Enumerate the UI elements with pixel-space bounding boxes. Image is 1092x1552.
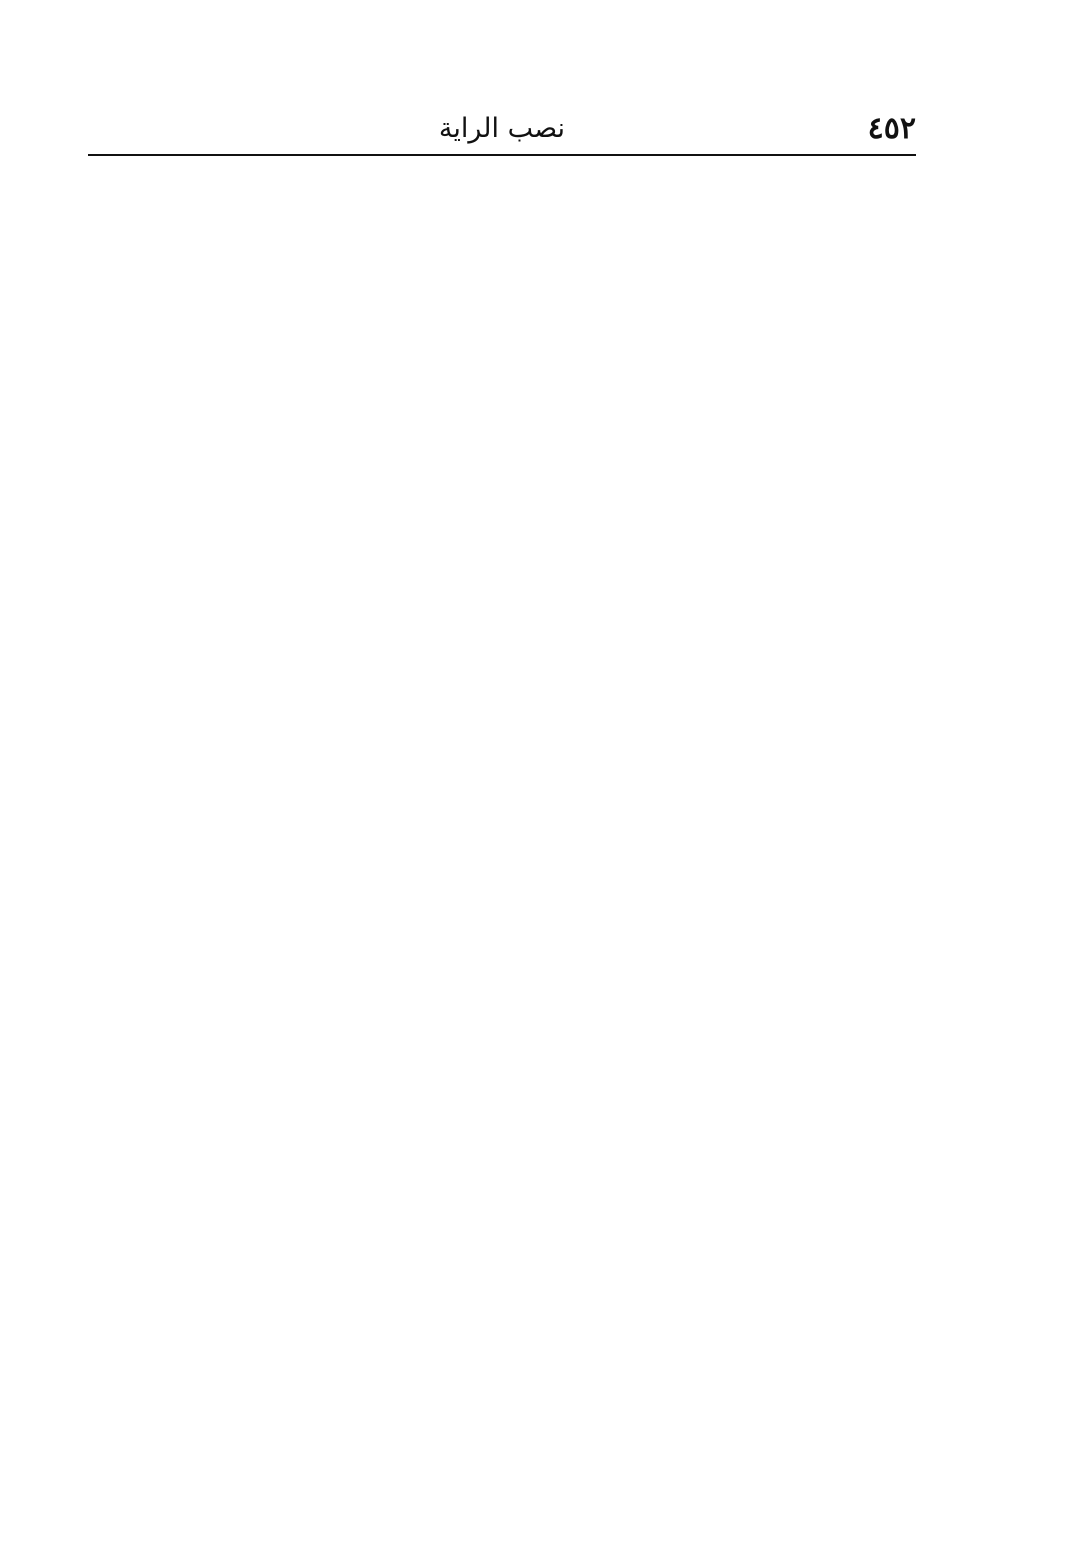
- header-rule: [88, 154, 916, 156]
- page-number: ٤٥٢: [867, 111, 916, 146]
- running-title: نصب الراية: [438, 113, 566, 144]
- page-header: [88, 104, 916, 152]
